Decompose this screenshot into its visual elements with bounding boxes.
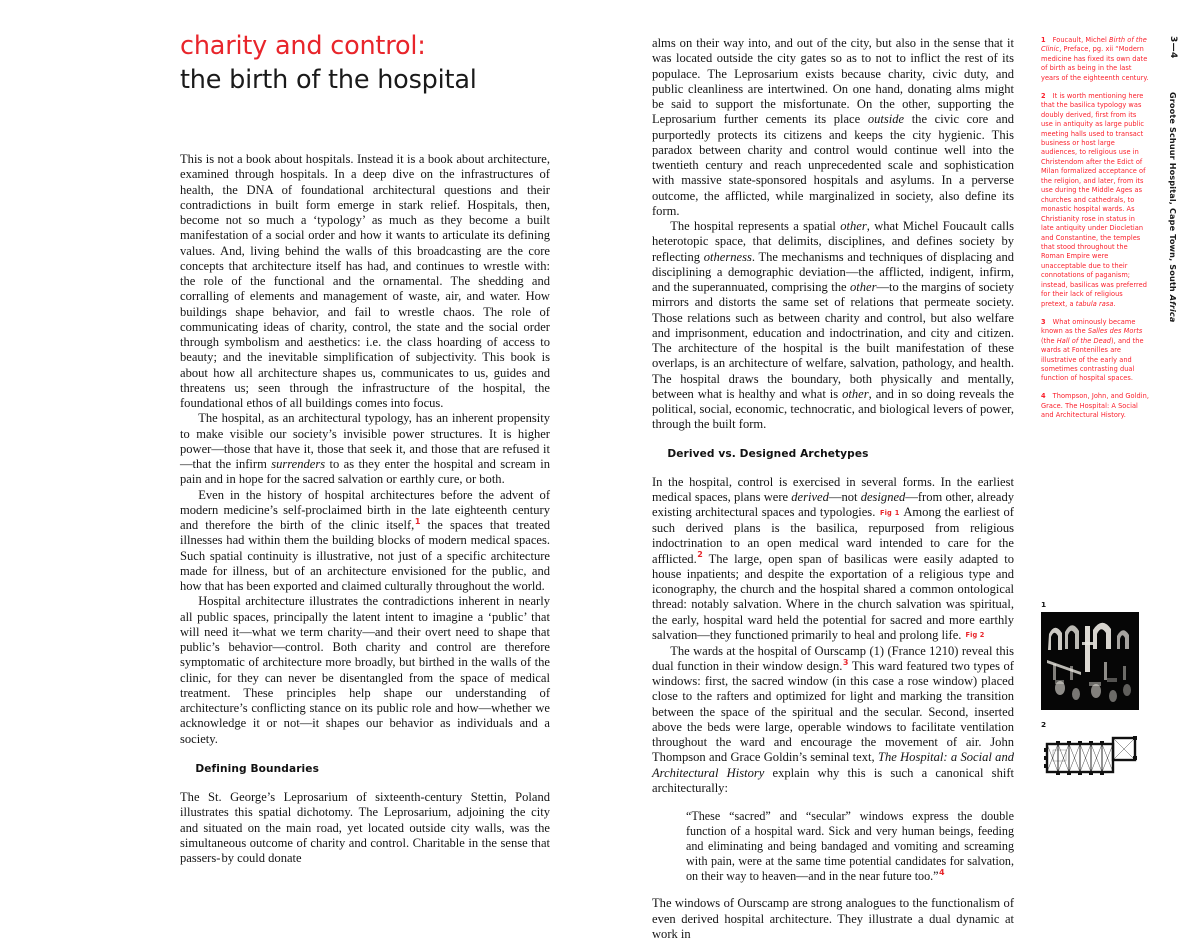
figure-1-photograph [1041, 612, 1139, 710]
figure-stack [1041, 600, 1153, 794]
right-text-column [652, 36, 1014, 942]
page-title-line-1: charity and control: [180, 31, 426, 61]
figure-1 [1041, 600, 1153, 710]
section-heading-derived-vs-designed-archetypes: Derived vs. Designed Archetypes [667, 447, 869, 460]
running-head-caption-text: Groote Schuur Hospital, Cape Town, South [1168, 92, 1178, 295]
hospital-ward-plan-icon [1041, 732, 1149, 784]
paragraph: The St. George’s Leprosarium of sixteenth-century Stettin, Poland illustrates this spatial dichotomy. The Leprosarium, adjoining the city and situated on the main road, yet located outside city walls, was the simultaneous outcome of charity and control. Charitable in the sense that passers- by could donate [180, 790, 550, 865]
footnote-4: 4 Thompson, John, and Goldin, Grace. The Hospital: A Social and Architectural History. [1041, 392, 1149, 420]
figure-2-number: 2 [1041, 720, 1047, 729]
footnote-3: 3 What ominously became known as the Salles des Morts (the Hall of the Dead), and the wards at Fontenilles are illustrative of the early and sometimes contrasting dual function of hospital spaces. [1041, 317, 1144, 383]
folio-number: 3—4 [1168, 36, 1178, 59]
section-heading-defining-boundaries: Defining Boundaries [195, 762, 319, 775]
paragraph: The wards at the hospital of Ourscamp (1) (France 1210) reveal this dual function in their window design.$^3$ This ward featured two types of windows: first, the sacred window (in this case a rose window) placed close to the rafters and optimized for light and marking the transition between the space of the spiritual and the secular. Second, inserted above the beds were large, operable windows to facilitate ventilation throughout the ward and encourage the movement of air. John Thompson and Grace Goldin’s seminal text, The Hospital: a Social and Architectural History explain why this is such a canonical shift architecturally: [652, 643, 1014, 795]
page-title-line-2: the birth of the hospital [180, 64, 477, 95]
figure-2-floor-plan [1041, 732, 1149, 784]
block-quote: “These “sacred” and “secular” windows express the double function of a hospital ward. Sick and very human beings, feeding and eliminating and being bandaged and vomiting and screaming with pain, were at the same time potential candidates for salvation, on their way to heaven—and in the near future too.”$^4$ [686, 809, 1014, 884]
footnote-number: 4 [1041, 392, 1046, 401]
running-head-caption-italic: Africa [1168, 294, 1178, 323]
footnotes-sidebar [1041, 36, 1149, 429]
footnote-number: 1 [1041, 36, 1046, 44]
paragraph: alms on their way into, and out of the city, but also in the sense that it was located outside the city gates so as to not to inflict the rest of its populace. The Leprosarium exists because charity, civic duty, and public cleanliness are intertwined. On one hand, donating alms might be said to support the misfortunate. On the other, supporting the Leprosarium further cements its place outside the civic core and purportedly protects its citizens and keeps the city hygienic. This paradox between charity and control would continue well into the twentieth century and reach unprecedented scale and sophistication with massive state-sponsored hospitals and asylums. In a perverse outcome, the afflicted, while marginalized in society, also define its form. [652, 36, 1014, 218]
running-head-caption [1168, 92, 1178, 322]
footnote-number: 3 [1041, 317, 1046, 326]
paragraph: In the hospital, control is exercised in several forms. In the earliest medical spaces, plans were derived—not designed—from other, already existing architectural spaces and typologies. Fig 1 Among the earliest of such derived plans is the basilica, repurposed from religious indoctrination to an open medical ward intended to care for the afflicted.$^2$ The large, open span of basilicas were easily adapted to house inpatients; and despite the exportation of a religious type and iconography, the church and the hospital shared a common ontological thread: notably salvation. Where in the church salvation was spiritual, the early, hospital ward held the potential for sacred and more earthly salvation—they functioned primarily to heal and prolong life. Fig 2 [652, 474, 1014, 642]
left-page [0, 0, 600, 865]
ward-interior-photo-icon [1041, 612, 1139, 710]
paragraph: This is not a book about hospitals. Instead it is a book about architecture, examined through hospitals. In a deep dive on the infrastructures of health, the DNA of foundational architectural questions and their contradictions in built form emerge in stark relief. Hospitals, then, become not so much a ‘typology’ as much as they become a built manifestation of a social order and how it wants to articulate its defining values. And, living behind the walls of this broadcasting are the core concepts that architecture itself has had, and continues to wrestle with: the role of the functional and the ornamental. The shedding and corralling of elements and management of waste, air, and water. How buildings shape behavior, and fail to wrestle chaos. The role of communicating ideas of charity, control, the state and the social order through symbolism and aesthetics: i.e. the class hoarding of access to beauty; and the inevitable simplification of subjectivity. This book is about how all architecture shapes us, communicates to us, guides and threatens us; seen through the infrastructure of the hospital, the foundational ethos of all buildings comes into focus. [180, 152, 550, 410]
paragraph: The hospital represents a spatial other, what Michel Foucault calls heterotopic space, that delimits, disciplines, and defines society by reflecting otherness. The mechanisms and techniques of displacing and disciplining a demographic deviation—the afflicted, indigent, infirm, and the superannuated, comprising the other—to the margins of society mirrors and distorts the same set of relations that permeate society. Those relations such as between charity and control, but also welfare and imprisonment, education and indoctrination, and city and citizen. The architecture of the hospital is the built manifestation of these overlaps, is an architecture of welfare, salvation, pathology, and health. The hospital draws the boundary, both physically and mentally, between what is healthy and what is other, and in so doing reveals the political, social, economic, technocratic, and biological levers of power, through the built form. [652, 219, 1014, 432]
paragraph: Hospital architecture illustrates the contradictions inherent in nearly all public spaces, principally the latent intent to imagine a ‘public’ that will need it—what we term charity—and their overt need to shape that public’s behavior—control. Both charity and control are therefore symptomatic of architecture more broadly, but birthed in the walls of the clinic, for they can never be disentangled from the space of medical treatment. These principles help shape our understanding of architecture’s conflicting stance on its public role and how—whether we acknowledge it or not—it shapes our behavior as individuals and a society. [180, 594, 550, 746]
paragraph: The windows of Ourscamp are strong analogues to the functionalism of even derived hospital architecture. They illustrate a dual dynamic at work in [652, 896, 1014, 941]
figure-2 [1041, 720, 1153, 784]
footnote-2: 2 It is worth mentioning here that the basilica typology was doubly derived, first from its use in antiquity as large public meeting halls used to transact business or host large audiences, to religious use in Christendom after the Edict of Milan formalized acceptance of the religion, and later, from its use during the Middle Ages as churches and cathedrals, to monastic hospital wards. As Christianity rose in status in late antiquity under Diocletian and Constantine, the temples that stood throughout the Roman Empire were unacceptable due to their connotations of paganism; instead, basilicas was preferred for their lack of religious pretext, a tabula rasa. [1041, 91, 1148, 308]
left-text-column [180, 152, 550, 866]
paragraph: The hospital, as an architectural typology, has an inherent propensity to make visible our society’s invisible power structures. It is higher power—those that have it, those that seek it, and those that are refused it—that the infirm surrenders to as they enter the hospital and scream in pain and in hope for the sacred salvation or earthly cure, or both. [180, 411, 550, 487]
paragraph: Even in the history of hospital architectures before the advent of modern medicine’s self-proclaimed birth in the late eighteenth century and therefore the birth of the clinic itself,$^1$ the spaces that treated illnesses had within them the building blocks of modern medical spaces. Such spatial continuity is illustrative, not just of a specific architecture made for illness, but of an architecture envisioned for the public, and how that has been exported and claimed culturally throughout the world. [180, 487, 550, 593]
footnote-number: 2 [1041, 91, 1046, 100]
figure-1-number: 1 [1041, 600, 1047, 609]
page-title [180, 30, 560, 97]
footnote-1: 1 Foucault, Michel Birth of the Clinic, Preface, pg. xii “Modern medicine has fixed its own date of birth as being in the last years of the eighteenth century. [1041, 36, 1149, 82]
